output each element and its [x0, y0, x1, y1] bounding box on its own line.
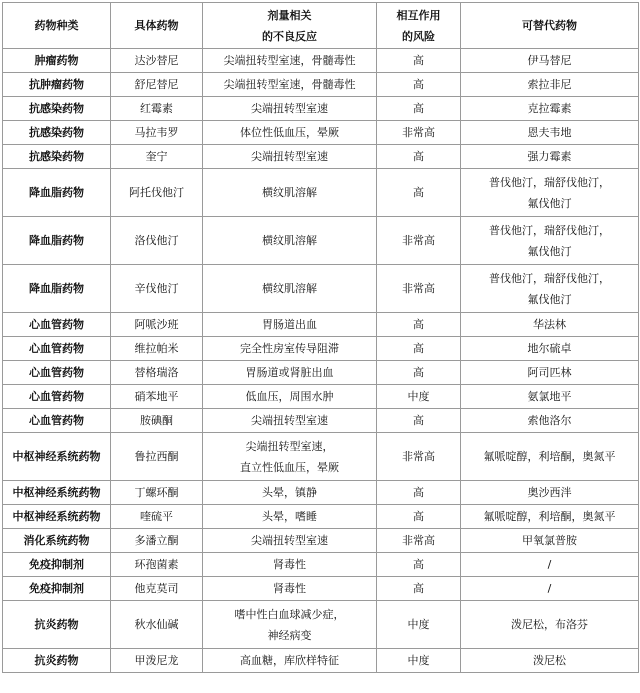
adverse-reaction-line: 横纹肌溶解: [262, 234, 317, 247]
interaction-risk-cell: 中度: [377, 649, 461, 673]
adverse-reaction-line: 神经病变: [267, 628, 312, 642]
drug-name-cell: 丁螺环酮: [111, 481, 203, 505]
interaction-risk-cell: 非常高: [377, 433, 461, 481]
alternative-drug-line: /: [547, 582, 552, 595]
adverse-reaction-line: 肾毒性: [273, 558, 306, 571]
alternative-drug-line: 氟哌啶醇，利培酮，奥氮平: [483, 510, 616, 523]
drug-category-cell: 降血脂药物: [3, 169, 111, 217]
header-adverse-line2: 的不良反应: [262, 29, 317, 43]
drug-name-cell: 硝苯地平: [111, 385, 203, 409]
alternative-drug-line: 氟哌啶醇，利培酮，奥氮平: [483, 450, 616, 463]
drug-name-cell: 舒尼替尼: [111, 73, 203, 97]
adverse-reaction-cell: [203, 217, 377, 265]
alternative-drug-line: 华法林: [533, 318, 566, 331]
table-row: [3, 361, 639, 385]
table-row: [3, 433, 639, 481]
drug-name-cell: 胺碘酮: [111, 409, 203, 433]
table-row: [3, 73, 639, 97]
alternative-drug-line: 氟伐他汀: [527, 292, 572, 306]
drug-category-cell: 抗感染药物: [3, 121, 111, 145]
drug-name-cell: 环孢菌素: [111, 553, 203, 577]
drug-category-cell: 肿瘤药物: [3, 49, 111, 73]
alternative-drug-line: 地尔硫卓: [527, 342, 572, 355]
adverse-reaction-cell: [203, 481, 377, 505]
alternative-drug-cell: [461, 529, 639, 553]
alternative-drug-line: 氟伐他汀: [527, 196, 572, 210]
interaction-risk-cell: 中度: [377, 385, 461, 409]
adverse-reaction-line: 体位性低血压，晕厥: [240, 126, 339, 139]
header-risk-line2: 的风险: [402, 29, 435, 43]
drug-name-cell: 红霉素: [111, 97, 203, 121]
adverse-reaction-line: 完全性房室传导阻滞: [240, 342, 339, 355]
alternative-drug-cell: [461, 265, 639, 313]
drug-interaction-table: [2, 2, 639, 673]
interaction-risk-cell: 高: [377, 97, 461, 121]
adverse-reaction-line: 横纹肌溶解: [262, 282, 317, 295]
alternative-drug-cell: [461, 145, 639, 169]
adverse-reaction-cell: [203, 505, 377, 529]
alternative-drug-cell: [461, 97, 639, 121]
drug-name-cell: 阿哌沙班: [111, 313, 203, 337]
drug-category-cell: 中枢神经系统药物: [3, 433, 111, 481]
drug-name-cell: 洛伐他汀: [111, 217, 203, 265]
alternative-drug-line: 克拉霉素: [527, 102, 572, 115]
alternative-drug-line: 普伐他汀，瑞舒伐他汀，: [489, 223, 610, 237]
adverse-reaction-line: 尖端扭转型室速，骨髓毒性: [223, 54, 356, 67]
alternative-drug-line: 奥沙西泮: [527, 486, 572, 499]
header-adverse: [203, 3, 377, 49]
adverse-reaction-line: 尖端扭转型室速: [251, 150, 328, 163]
table-row: [3, 505, 639, 529]
adverse-reaction-line: 尖端扭转型室速，: [245, 439, 334, 453]
alternative-drug-line: 强力霉素: [527, 150, 572, 163]
interaction-risk-cell: 高: [377, 169, 461, 217]
table-row: [3, 481, 639, 505]
alternative-drug-line: 泼尼松，布洛芬: [511, 618, 588, 631]
adverse-reaction-line: 尖端扭转型室速，骨髓毒性: [223, 78, 356, 91]
interaction-risk-cell: 高: [377, 577, 461, 601]
adverse-reaction-cell: [203, 577, 377, 601]
adverse-reaction-cell: [203, 265, 377, 313]
adverse-reaction-cell: [203, 97, 377, 121]
alternative-drug-line: 泼尼松: [533, 654, 566, 667]
drug-name-cell: 鲁拉西酮: [111, 433, 203, 481]
drug-category-cell: 消化系统药物: [3, 529, 111, 553]
adverse-reaction-line: 尖端扭转型室速: [251, 414, 328, 427]
drug-name-cell: 达沙替尼: [111, 49, 203, 73]
table-row: [3, 313, 639, 337]
header-adverse-line1: 剂量相关: [267, 8, 312, 22]
adverse-reaction-cell: [203, 361, 377, 385]
drug-category-cell: 免疫抑制剂: [3, 553, 111, 577]
drug-category-cell: 心血管药物: [3, 361, 111, 385]
alternative-drug-line: /: [547, 558, 552, 571]
drug-category-cell: 抗炎药物: [3, 649, 111, 673]
interaction-risk-cell: 高: [377, 49, 461, 73]
alternative-drug-cell: [461, 409, 639, 433]
drug-category-cell: 抗感染药物: [3, 145, 111, 169]
drug-category-cell: 心血管药物: [3, 337, 111, 361]
drug-name-cell: 他克莫司: [111, 577, 203, 601]
alternative-drug-cell: [461, 361, 639, 385]
drug-name-cell: 秋水仙碱: [111, 601, 203, 649]
adverse-reaction-line: 胃肠道出血: [262, 318, 317, 331]
alternative-drug-line: 阿司匹林: [527, 366, 572, 379]
table-row: [3, 49, 639, 73]
adverse-reaction-cell: [203, 73, 377, 97]
adverse-reaction-cell: [203, 649, 377, 673]
adverse-reaction-cell: [203, 337, 377, 361]
table-row: [3, 529, 639, 553]
drug-category-cell: 抗感染药物: [3, 97, 111, 121]
adverse-reaction-line: 横纹肌溶解: [262, 186, 317, 199]
alternative-drug-line: 氟伐他汀: [527, 244, 572, 258]
alternative-drug-cell: [461, 433, 639, 481]
table-row: [3, 553, 639, 577]
table-row: [3, 265, 639, 313]
table-row: [3, 217, 639, 265]
alternative-drug-line: 普伐他汀，瑞舒伐他汀，: [489, 271, 610, 285]
drug-name-cell: 替格瑞洛: [111, 361, 203, 385]
adverse-reaction-cell: [203, 601, 377, 649]
adverse-reaction-cell: [203, 49, 377, 73]
drug-category-cell: 免疫抑制剂: [3, 577, 111, 601]
interaction-risk-cell: 高: [377, 313, 461, 337]
alternative-drug-cell: [461, 217, 639, 265]
header-category: 药物种类: [3, 3, 111, 49]
alternative-drug-line: 索拉非尼: [527, 78, 572, 91]
adverse-reaction-line: 嗜中性白血球减少症，: [234, 607, 345, 621]
table-row: [3, 409, 639, 433]
header-risk: [377, 3, 461, 49]
drug-category-cell: 抗炎药物: [3, 601, 111, 649]
drug-category-cell: 心血管药物: [3, 385, 111, 409]
adverse-reaction-line: 高血糖，库欣样特征: [240, 654, 339, 667]
alternative-drug-cell: [461, 337, 639, 361]
adverse-reaction-line: 头晕，嗜睡: [262, 510, 317, 523]
alternative-drug-line: 甲氧氯普胺: [522, 534, 577, 547]
table-row: [3, 337, 639, 361]
alternative-drug-cell: [461, 385, 639, 409]
table-row: [3, 649, 639, 673]
alternative-drug-cell: [461, 169, 639, 217]
table-row: [3, 385, 639, 409]
alternative-drug-cell: [461, 649, 639, 673]
alternative-drug-cell: [461, 577, 639, 601]
adverse-reaction-line: 尖端扭转型室速: [251, 102, 328, 115]
alternative-drug-line: 普伐他汀，瑞舒伐他汀，: [489, 175, 610, 189]
alternative-drug-line: 恩夫韦地: [527, 126, 572, 139]
adverse-reaction-cell: [203, 385, 377, 409]
adverse-reaction-cell: [203, 529, 377, 553]
alternative-drug-cell: [461, 73, 639, 97]
alternative-drug-cell: [461, 553, 639, 577]
header-row: [3, 3, 639, 49]
alternative-drug-cell: [461, 481, 639, 505]
table-row: [3, 121, 639, 145]
adverse-reaction-line: 胃肠道或肾脏出血: [245, 366, 334, 379]
table-row: [3, 169, 639, 217]
drug-category-cell: 降血脂药物: [3, 265, 111, 313]
adverse-reaction-cell: [203, 145, 377, 169]
interaction-risk-cell: 高: [377, 409, 461, 433]
interaction-risk-cell: 非常高: [377, 217, 461, 265]
drug-name-cell: 喹硫平: [111, 505, 203, 529]
adverse-reaction-line: 直立性低血压，晕厥: [240, 460, 339, 474]
table-body: [3, 49, 639, 673]
interaction-risk-cell: 高: [377, 361, 461, 385]
interaction-risk-cell: 高: [377, 73, 461, 97]
interaction-risk-cell: 高: [377, 337, 461, 361]
drug-name-cell: 维拉帕米: [111, 337, 203, 361]
alternative-drug-cell: [461, 505, 639, 529]
interaction-risk-cell: 非常高: [377, 121, 461, 145]
header-risk-line1: 相互作用: [396, 8, 441, 22]
adverse-reaction-cell: [203, 553, 377, 577]
drug-name-cell: 多潘立酮: [111, 529, 203, 553]
drug-name-cell: 甲泼尼龙: [111, 649, 203, 673]
adverse-reaction-line: 肾毒性: [273, 582, 306, 595]
drug-category-cell: 心血管药物: [3, 409, 111, 433]
alternative-drug-cell: [461, 601, 639, 649]
drug-category-cell: 心血管药物: [3, 313, 111, 337]
drug-category-cell: 中枢神经系统药物: [3, 505, 111, 529]
header-drug: 具体药物: [111, 3, 203, 49]
alternative-drug-line: 伊马替尼: [527, 54, 572, 67]
alternative-drug-line: 索他洛尔: [527, 414, 572, 427]
drug-category-cell: 抗肿瘤药物: [3, 73, 111, 97]
interaction-risk-cell: 非常高: [377, 529, 461, 553]
interaction-risk-cell: 高: [377, 553, 461, 577]
adverse-reaction-cell: [203, 313, 377, 337]
interaction-risk-cell: 高: [377, 481, 461, 505]
adverse-reaction-cell: [203, 433, 377, 481]
drug-name-cell: 奎宁: [111, 145, 203, 169]
table-row: [3, 577, 639, 601]
table-row: [3, 601, 639, 649]
alternative-drug-cell: [461, 49, 639, 73]
adverse-reaction-cell: [203, 409, 377, 433]
drug-name-cell: 辛伐他汀: [111, 265, 203, 313]
interaction-risk-cell: 中度: [377, 601, 461, 649]
table-row: [3, 97, 639, 121]
alternative-drug-cell: [461, 121, 639, 145]
drug-category-cell: 中枢神经系统药物: [3, 481, 111, 505]
interaction-risk-cell: 高: [377, 505, 461, 529]
adverse-reaction-line: 低血压，周围水肿: [245, 390, 334, 403]
interaction-risk-cell: 非常高: [377, 265, 461, 313]
drug-category-cell: 降血脂药物: [3, 217, 111, 265]
adverse-reaction-cell: [203, 121, 377, 145]
table-row: [3, 145, 639, 169]
adverse-reaction-cell: [203, 169, 377, 217]
adverse-reaction-line: 尖端扭转型室速: [251, 534, 328, 547]
alternative-drug-line: 氨氯地平: [527, 390, 572, 403]
drug-name-cell: 阿托伐他汀: [111, 169, 203, 217]
adverse-reaction-line: 头晕，镇静: [262, 486, 317, 499]
interaction-risk-cell: 高: [377, 145, 461, 169]
alternative-drug-cell: [461, 313, 639, 337]
drug-name-cell: 马拉韦罗: [111, 121, 203, 145]
header-alt: 可替代药物: [461, 3, 639, 49]
